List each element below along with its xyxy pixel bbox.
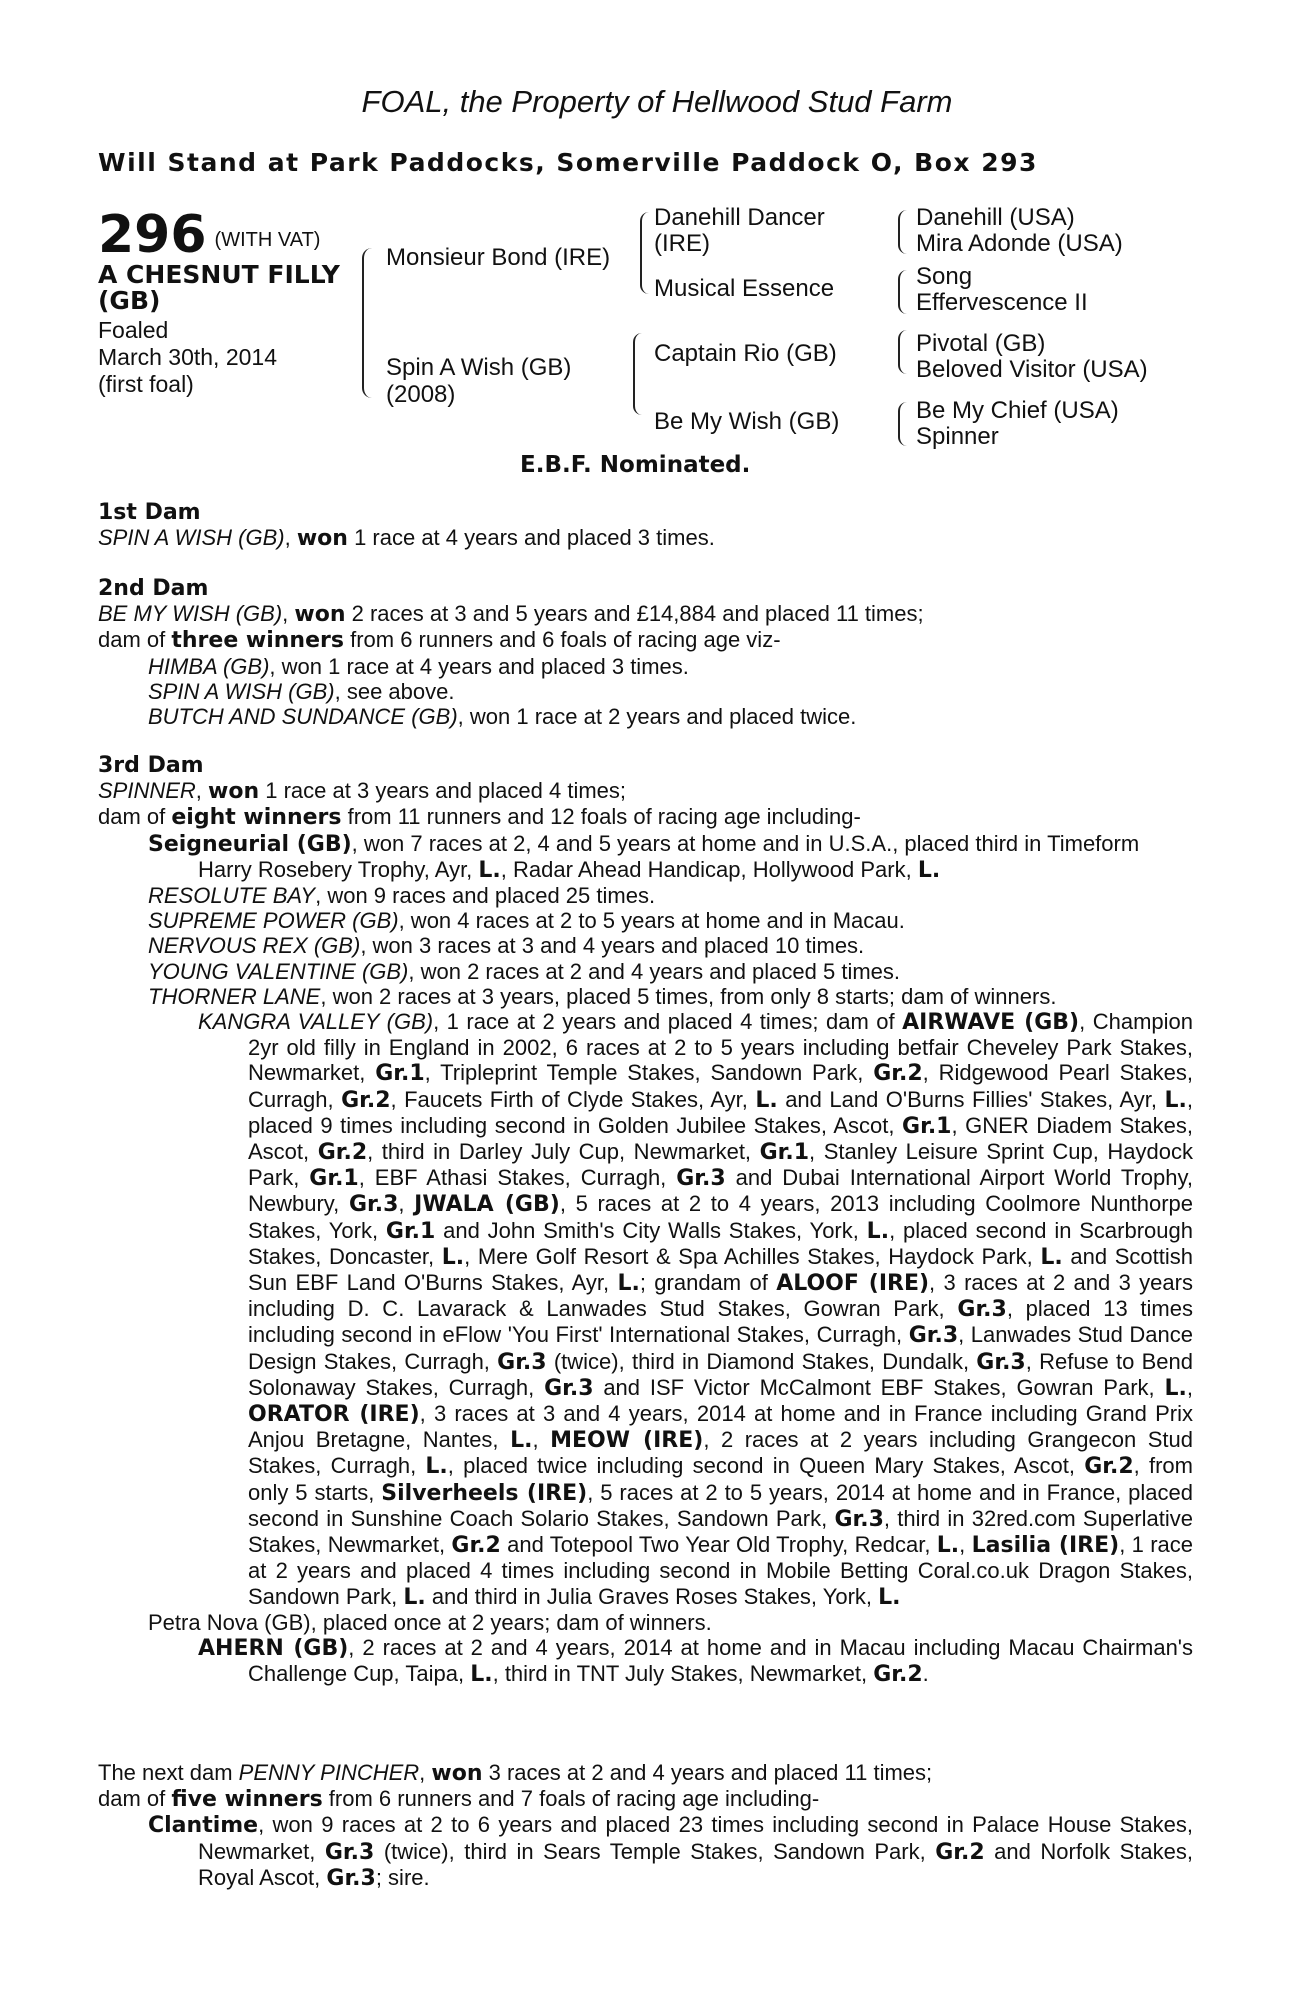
pedigree-brace-ggp4 — [898, 402, 907, 446]
text: , 3 races at 2 and 3 years including D. C. Lavarack & Lanwades Stud Stakes, Gowran Park, — [248, 1270, 1193, 1322]
text: , — [398, 1191, 415, 1217]
text: 3 races at 2 and 4 years and placed 11 times; — [482, 1760, 933, 1785]
grade: Gr.1 — [902, 1113, 952, 1139]
produce-petra-nova: Petra Nova (GB), placed once at 2 years; dam of winners. — [148, 1609, 712, 1635]
text: , Faucets Firth of Clyde Stakes, Ayr, — [390, 1086, 756, 1112]
horse-name: THORNER LANE — [148, 983, 321, 1009]
third-dam-produce-summary — [98, 804, 1193, 830]
foaled-label: Foaled — [98, 317, 169, 343]
grade: L. — [510, 1428, 533, 1454]
text: , won 3 races at 3 and 4 years and placed 10 times. — [360, 933, 865, 959]
text: , Stanley Leisure Sprint Cup, Haydock Park, — [248, 1139, 1194, 1191]
produce-spin-a-wish — [98, 679, 1193, 704]
grade: Gr.3 — [676, 1166, 726, 1192]
pedigree-ggp-5: Pivotal (GB) — [916, 330, 1046, 357]
horse-name: Seigneurial (GB) — [148, 831, 352, 857]
horse-name: HIMBA (GB) — [148, 653, 270, 679]
pedigree-dam-dam: Be My Wish (GB) — [654, 408, 840, 435]
grade: Gr.1 — [375, 1061, 425, 1087]
text: , Ridgewood Pearl Stakes, Curragh, — [248, 1060, 1193, 1112]
grade: Gr.3 — [544, 1375, 594, 1401]
lot-number — [98, 207, 320, 268]
text: dam of — [98, 1786, 172, 1812]
grade: Gr.1 — [309, 1166, 359, 1192]
pedigree-dam-sire: Captain Rio (GB) — [654, 340, 837, 367]
grade: L. — [441, 1244, 465, 1270]
first-dam-section — [98, 500, 1193, 551]
grade: Gr.2 — [935, 1839, 985, 1865]
text: , won 7 races at 2, 4 and 5 years at home and in U.S.A., placed third in Timeform Harry Rosebery Trophy, Ayr, — [198, 830, 1140, 882]
pedigree-brace-main — [362, 248, 372, 398]
text: and Land O'Burns Fillies' Stakes, Ayr, — [777, 1086, 1165, 1112]
produce-thorner-lane — [98, 984, 1193, 1009]
third-dam-won: won — [208, 779, 260, 805]
text: and Dubai International Airport World Trophy, Newbury, — [248, 1165, 1193, 1217]
text: , won 4 races at 2 to 5 years at home and in Macau. — [398, 908, 905, 934]
lot-info — [98, 317, 277, 398]
grade: L. — [917, 857, 941, 883]
text: and Scottish Sun EBF Land O'Burns Stakes, Ayr, — [248, 1243, 1193, 1296]
third-dam-section — [98, 753, 1193, 1687]
text: , Radar Ahead Handicap, Hollywood Park, — [500, 856, 918, 882]
text: and Totepool Two Year Old Trophy, Redcar, — [500, 1532, 937, 1558]
text: , 3 races at 3 and 4 years, 2014 at home and in France including Grand Prix Anjou Bretagne, Nantes, — [248, 1401, 1193, 1453]
produce-nervous-rex — [98, 933, 1193, 958]
text: , third in TNT July Stakes, Newmarket, — [492, 1661, 874, 1687]
text: ; grandam of — [639, 1270, 777, 1296]
text: , — [959, 1532, 972, 1558]
lot-number-value: 296 — [98, 205, 207, 265]
grade: Gr.3 — [497, 1349, 547, 1375]
horse-name: AHERN (GB) — [198, 1635, 349, 1661]
grade: L. — [425, 1454, 448, 1480]
grade: L. — [478, 857, 501, 883]
grade: Gr.1 — [385, 1218, 436, 1244]
text: and ISF Victor McCalmont EBF Stakes, Gowran Park, — [593, 1374, 1165, 1400]
text: , 1 race at 2 years and placed 4 times; dam of — [433, 1009, 903, 1035]
text: , Tripleprint Temple Stakes, Sandown Park, — [424, 1060, 874, 1086]
first-dam-name: SPIN A WISH (GB) — [98, 525, 285, 551]
pedigree-brace-ggp3 — [898, 330, 907, 374]
grade: Gr.2 — [873, 1662, 923, 1688]
produce-ahern — [98, 1635, 1193, 1687]
second-dam-record: BE MY WISH (GB), won 2 races at 3 and 5 years and £14,884 and placed 11 times; — [98, 601, 924, 628]
second-dam-produce-summary — [98, 627, 1193, 653]
second-dam-won: won — [294, 602, 346, 628]
next-dam-record — [98, 1760, 1193, 1786]
text: , GNER Diadem Stakes, Ascot, — [248, 1112, 1194, 1165]
pedigree-ggp-8: Spinner — [916, 423, 999, 450]
horse-name: SUPREME POWER (GB) — [148, 908, 399, 934]
pedigree-sire-sire-l2: (IRE) — [654, 230, 710, 257]
text: (twice), third in Sears Temple Stakes, Sandown Park, — [374, 1838, 936, 1864]
grade: L. — [403, 1584, 426, 1610]
pedigree-ggp-1: Danehill (USA) — [916, 204, 1075, 231]
third-dam-record: SPINNER, won 1 race at 3 years and placed 4 times; — [98, 778, 627, 805]
ebf-nominated: E.B.F. Nominated. — [520, 452, 751, 478]
pedigree-ggp-2: Mira Adonde (USA) — [916, 230, 1123, 257]
grade: Gr.3 — [908, 1323, 959, 1349]
grade: L. — [755, 1087, 778, 1113]
produce-himba — [98, 654, 1193, 679]
text: , Champion 2yr old filly in England in 2002, 6 races at 2 to 5 years including betfair Cheveley Park Stakes, Newmarket, — [248, 1009, 1193, 1086]
grade: Gr.3 — [976, 1349, 1026, 1375]
produce-clantime — [98, 1812, 1193, 1891]
text: , — [419, 1760, 432, 1785]
text: , EBF Athasi Stakes, Curragh, — [358, 1165, 677, 1191]
grade: Gr.2 — [317, 1140, 368, 1166]
horse-name: YOUNG VALENTINE (GB) — [148, 958, 409, 984]
page-title: FOAL, the Property of Hellwood Stud Farm — [361, 84, 953, 119]
text: The next dam — [98, 1760, 239, 1785]
third-dam-heading: 3rd Dam — [98, 753, 204, 778]
horse-name: BUTCH AND SUNDANCE (GB) — [148, 704, 458, 730]
winners-count: five winners — [171, 1787, 323, 1813]
grade: Gr.3 — [834, 1506, 884, 1532]
lot-description-line1: A CHESNUT FILLY — [98, 260, 340, 289]
pedigree-brace-sire — [640, 212, 649, 294]
text: dam of — [98, 804, 172, 830]
horse-name: SPIN A WISH (GB) — [148, 678, 335, 704]
text: , placed 13 times including second in eFlow 'You First' International Stakes, Curragh, — [248, 1296, 1193, 1348]
grade: L. — [878, 1584, 901, 1610]
horse-name: Silverheels (IRE) — [381, 1480, 588, 1506]
text: dam of — [98, 627, 172, 653]
grade: Gr.2 — [341, 1087, 391, 1113]
horse-name: Clantime — [148, 1813, 259, 1839]
text: , won 9 races at 2 to 6 years and placed 23 times including second in Palace House Stakes, Newmarket, — [198, 1812, 1193, 1864]
text: 1 race at 3 years and placed 4 times; — [259, 778, 627, 804]
grade: Gr.1 — [759, 1140, 810, 1166]
grade: Gr.3 — [348, 1192, 399, 1218]
text: , Mere Golf Resort & Spa Achilles Stakes, Haydock Park, — [464, 1243, 1041, 1269]
text: , third in 32red.com Superlative Stakes, Newmarket, — [248, 1505, 1193, 1558]
foaled-date: March 30th, 2014 — [98, 344, 278, 370]
produce-butch-and-sundance — [98, 704, 1193, 729]
text: from 11 runners and 12 foals of racing age including- — [341, 804, 861, 830]
grade: L. — [936, 1533, 960, 1559]
second-dam-section — [98, 576, 1193, 729]
next-dam-won: won — [431, 1761, 483, 1786]
produce-resolute-bay — [98, 883, 1193, 908]
winners-count: eight winners — [171, 805, 342, 831]
first-dam-record-text: 1 race at 4 years and placed 3 times. — [347, 525, 715, 551]
grade: L. — [1040, 1244, 1063, 1270]
text: , Refuse to Bend Solonaway Stakes, Curragh, — [248, 1348, 1193, 1400]
second-dam-name: BE MY WISH (GB) — [98, 601, 283, 627]
horse-name: ALOOF (IRE) — [776, 1271, 930, 1297]
vat-note: (WITH VAT) — [214, 229, 321, 251]
produce-supreme-power — [98, 908, 1193, 933]
horse-name: KANGRA VALLEY (GB) — [198, 1009, 434, 1035]
horse-name: ORATOR (IRE) — [248, 1402, 420, 1428]
pedigree-sire-dam: Musical Essence — [654, 275, 835, 302]
next-dam-produce-summary — [98, 1786, 1193, 1812]
second-dam-heading: 2nd Dam — [98, 576, 209, 601]
text: , won 9 races and placed 25 times. — [315, 883, 656, 909]
text: from 6 runners and 7 foals of racing age including- — [322, 1786, 820, 1812]
horse-name: RESOLUTE BAY — [148, 883, 316, 909]
second-dam-record-text: 2 races at 3 and 5 years and £14,884 and placed 11 times; — [345, 601, 924, 627]
pedigree-ggp-4: Effervescence II — [916, 289, 1088, 316]
third-dam-name: SPINNER — [98, 778, 196, 804]
text: , placed second in Scarbrough Stakes, Doncaster, — [248, 1217, 1193, 1269]
pedigree-ggp-7: Be My Chief (USA) — [916, 397, 1119, 424]
next-dam-name: PENNY PINCHER — [238, 1760, 420, 1785]
text: . — [922, 1661, 929, 1687]
grade: Gr.2 — [1084, 1454, 1134, 1480]
pedigree-brace-dam — [633, 333, 642, 415]
text: , won 1 race at 4 years and placed 3 times. — [269, 653, 689, 679]
horse-name: JWALA (GB) — [414, 1192, 560, 1218]
lot-description-line2: (GB) — [98, 286, 161, 315]
text: ; sire. — [375, 1864, 430, 1890]
horse-name: MEOW (IRE) — [550, 1428, 704, 1454]
grade: Gr.3 — [324, 1839, 375, 1865]
text: , third in Darley July Cup, Newmarket, — [367, 1139, 760, 1165]
grade: Gr.3 — [957, 1297, 1007, 1323]
text: , see above. — [334, 678, 455, 704]
text: , won 2 races at 3 years, placed 5 times, from only 8 starts; dam of winners. — [320, 983, 1057, 1009]
text: , placed 9 times including second in Golden Jubilee Stakes, Ascot, — [248, 1086, 1193, 1138]
text: , won 2 races at 2 and 4 years and placed 5 times. — [408, 958, 901, 984]
pedigree-ggp-6: Beloved Visitor (USA) — [916, 356, 1148, 383]
text: , from only 5 starts, — [248, 1453, 1193, 1505]
text: and Norfolk Stakes, Royal Ascot, — [198, 1838, 1193, 1890]
text: and third in Julia Graves Roses Stakes, York, — [425, 1583, 879, 1609]
first-dam-heading: 1st Dam — [98, 500, 201, 525]
grade: Gr.2 — [873, 1061, 923, 1087]
grade: Gr.3 — [326, 1865, 376, 1891]
foal-note: (first foal) — [98, 371, 194, 397]
text: , 5 races at 2 to 4 years, 2013 including Coolmore Nunthorpe Stakes, York, — [248, 1191, 1193, 1243]
produce-kangra-valley — [98, 1009, 1193, 1610]
grade: L. — [470, 1662, 493, 1688]
produce-seigneurial — [98, 831, 1193, 883]
text: , 2 races at 2 and 4 years, 2014 at home and in Macau including Macau Chairman's Challenge Cup, Taipa, — [248, 1634, 1194, 1687]
text: (twice), third in Diamond Stakes, Dundalk, — [546, 1348, 977, 1374]
stand-info: Will Stand at Park Paddocks, Somerville Paddock O, Box 293 — [98, 148, 1038, 177]
pedigree-dam: Spin A Wish (GB) — [386, 354, 572, 381]
grade: L. — [1164, 1375, 1187, 1401]
grade: L. — [866, 1218, 890, 1244]
horse-name: NERVOUS REX (GB) — [148, 933, 361, 959]
text: , — [532, 1427, 551, 1453]
first-dam-won: won — [296, 526, 348, 552]
text: from 6 runners and 6 foals of racing age viz- — [343, 627, 781, 653]
horse-name: AIRWAVE (GB) — [902, 1010, 1080, 1036]
text: , won 1 race at 2 years and placed twice. — [457, 704, 857, 730]
pedigree-brace-ggp1 — [898, 210, 907, 254]
horse-name: Lasilia (IRE) — [971, 1533, 1120, 1559]
text: , placed twice including second in Queen Mary Stakes, Ascot, — [447, 1453, 1085, 1479]
lot-description — [98, 262, 340, 314]
pedigree-ggp-3: Song — [916, 263, 973, 290]
text: , 2 races at 2 years including Grangecon Stud Stakes, Curragh, — [248, 1427, 1193, 1479]
pedigree-sire-sire-l1: Danehill Dancer — [654, 204, 825, 231]
winners-count: three winners — [171, 628, 344, 654]
grade: L. — [1164, 1087, 1187, 1113]
grade: L. — [617, 1271, 640, 1297]
pedigree-sire: Monsieur Bond (IRE) — [386, 244, 611, 271]
grade: Gr.2 — [451, 1533, 501, 1559]
text: , 5 races at 2 to 5 years, 2014 at home and in France, placed second in Sunshine Coach Solario Stakes, Sandown Park, — [248, 1479, 1193, 1531]
next-dam-section — [98, 1760, 1193, 1891]
pedigree-brace-ggp2 — [898, 270, 907, 314]
text: , 1 race at 2 years and placed 4 times including second in Mobile Betting Coral.co.uk Dragon Stakes, Sandown Park, — [248, 1532, 1193, 1609]
text: , Lanwades Stud Dance Design Stakes, Curragh, — [248, 1322, 1193, 1374]
produce-young-valentine — [98, 959, 1193, 984]
first-dam-record: SPIN A WISH (GB), won 1 race at 4 years and placed 3 times. — [98, 525, 715, 552]
pedigree-dam-year: (2008) — [386, 381, 456, 408]
text: , — [1186, 1374, 1193, 1400]
text: and John Smith's City Walls Stakes, York, — [435, 1217, 867, 1243]
